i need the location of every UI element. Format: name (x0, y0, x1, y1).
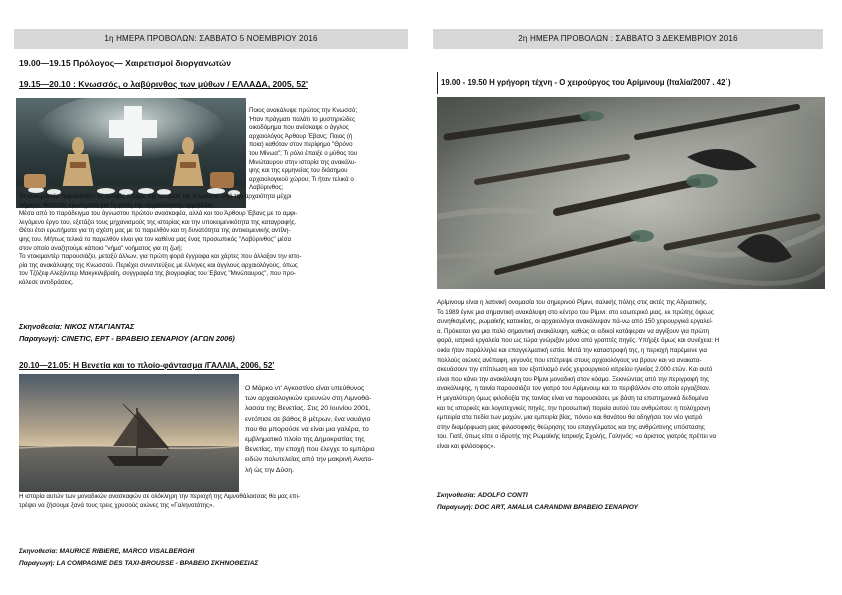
film2-director: Σκηνοθεσία: MAURICE RIBIERE, MARCO VISALBERGHI (19, 548, 195, 555)
film2-side-line: που θα μπορούσε να είναι μια γαλέρα, το (245, 425, 369, 433)
film3-director: Σκηνοθεσία: ADOLFO CONTI (437, 492, 528, 499)
film1-side-line: Μινώταυρου στην ιστορία της ανακάλυ- (249, 158, 357, 166)
film1-body-line: ψης του. Μήπως τελικά το παρελθόν είναι για τον καθένα μας ένας προσωπικός "Λαβύρινθος" μέσα (19, 235, 292, 243)
title-rule (437, 72, 438, 94)
ghost-ship-photo (19, 374, 239, 492)
film1-description (19, 193, 411, 288)
film1-side-line: Ποιος ανακάλυψε πρώτος την Κνωσσό; (249, 107, 358, 114)
film1-body-line: στον οποίο αναζητούμε κάποιο "νήμα" νοήματος για τη ζωή; (19, 244, 183, 252)
film1-side-line: ποια) καθόταν στον περίφημο "Θρόνο (249, 141, 353, 149)
film3-body-line: στην διαμόρφωση μιας φιλοσοφικής θεώρησης του επαγγέλματος και της ανθρώπινης υπόστασης (437, 423, 705, 431)
film2-side-text (245, 384, 411, 476)
surgical-tools-photo (437, 97, 825, 289)
film3-description (437, 298, 829, 452)
film2-side-line: Ο Μάρκο ντ' Αγκοστίνο είναι υπεύθυνος (245, 385, 365, 392)
film3-body-line: εμπειρία στα πεδία των μαχών, μια εμπειρία βίας, πόνου και θανάτου θα οδηγήσει τον νέο γιατρό (437, 414, 703, 422)
film1-side-line: του Μίνωα"; Τι ρόλο έπαιξε ο μύθος του (249, 149, 358, 157)
film3-body-line: Το 1989 έγινε μια σημαντική ανακάλυψη στο κέντρο του Ρίμινι: στο εσωτερικό μιας, εκ πρώτης όψεως (437, 308, 714, 316)
knossos-photo (16, 98, 246, 208)
film1-side-line: Ήταν πράγματι παλάτι το μυστηριώδες (249, 115, 356, 123)
film2-side-line: εμβληματικό πλοίο της Δημοκρατίας της (245, 436, 365, 444)
film3-body-line: είναι που κάνει την ανακάλυψη του Ρίμινι μοναδική στον κόσμο. Ξεκινώντας από την περιγραφή της (437, 375, 709, 383)
film3-body-line: α. Πρόκειται για μια πολύ σημαντική ανακάλυψη, καθώς οι ειδικοί κατάφεραν να αγγίξουν για πρώτη (437, 327, 710, 335)
film1-body-line: σήμερα, θέτοντας ερωτήματα για τη φύση της αρχαιολογικής ερμηνείας. (19, 201, 215, 209)
film1-side-line: ψης και της ερμηνείας του διάσημου (249, 167, 348, 175)
film2-body-line: τρέψει να ζήσουμε ξανά τους τρεις χρυσούς αιώνες της «Γαληνοτάτης». (19, 501, 215, 509)
film3-body-line: είναι και φιλόσοφος». (437, 442, 496, 450)
film1-side-line: οικοδόμημα που ανέσκαψε ο άγγλος (249, 124, 349, 132)
film1-body-line: τον Τζόζεφ Αλεξάντερ Μακγκιλιβραίη, συγγραφέα της βιογραφίας του Έβανς "Μινώταυρος", που προ- (19, 270, 296, 278)
film1-side-line: αρχαιολογικού χώρου; Τι ήταν τελικά ο (249, 175, 354, 183)
film3-title: 19.00 - 19.50 Η γρήγορη τέχνη - Ο χειρούργος του Αρίμινουμ (Ιταλία/2007 . 42΄) (441, 78, 731, 87)
film2-description (19, 493, 411, 510)
film2-side-line: λασσα της Βενετίας. Στις 20 Ιουνίου 2001, (245, 405, 371, 413)
film2-side-line: των αρχαιολογικών ερευνών στη Λιμνοθά- (245, 395, 372, 403)
film3-body-line: φορά, ιατρικά εργαλεία που ως τώρα γνώριζαν μόνο από γραπτές πηγές. Υπήρξε όμως και συνέχεια: Η (437, 337, 720, 345)
film1-body-line: Το ντοκιμαντέρ παρουσιάζει τις κρυφές πτυχές της ιστορίας της Κνωσσού από την αρχαιότητα μέχρι (19, 193, 292, 200)
film2-side-line: λή ώς την Δύση. (245, 466, 295, 474)
film3-body-line: του. Γιατί, όπως είπε ο ιδρυτής της Ρωμαϊκής Ιατρικής Σχολής, Γαληνός: «ο άριστος γιατρός πρέπει να (437, 433, 717, 441)
film2-side-line: ειδών πολυτελείας από την μακρινή Ανατο- (245, 456, 374, 464)
film1-side-text (249, 107, 407, 193)
film3-body-line: σκευάσουν την επίπλωση και τον εξοπλισμό ενός χειρουργικού ιατρείου ηλικίας 2.000 ετών. Και αυτό (437, 366, 713, 374)
film1-production: Παραγωγή: CINETIC, ΕΡΤ - ΒΡΑΒΕΙΟ ΣΕΝΑΡΙΟΥ (ΑΓΩΝ 2006) (19, 334, 235, 343)
film2-title: 20.10—21.05: Η Βενετία και το πλοίο-φάντασμα /ΓΑΛΛΙΑ, 2006, 52' (19, 361, 275, 370)
film2-side-line: Βενετίας, την εποχή που έλεγχε το εμπόριο (245, 446, 375, 454)
film1-body-line: Το ντοκιμαντέρ παρουσιάζει, μεταξύ άλλων, για πρώτη φορά έγγραφα και χάρτες που άλλαξαν την ιστο- (19, 253, 302, 261)
day1-header: 1η ΗΜΕΡΑ ΠΡΟΒΟΛΩΝ: ΣΑΒΒΑΤΟ 5 ΝΟΕΜΒΡΙΟΥ 2016 (14, 29, 408, 49)
film3-body-line: συνηθισμένης, ρωμαϊκής κατοικίας, οι αρχαιολόγοι ανακάλυψαν πά-νω από 150 χειρουργικά εργαλεί- (437, 318, 713, 326)
film1-body-line: λεγόμενο έργο του, εξετάζει τους μηχανισμούς της ιστορίας και την υποκειμενικότητα της καταγραφής. (19, 218, 297, 226)
film1-body-line: ρία της ανακάλυψης της Κνωσσού. Περιέχει συνεντεύξεις με έλληνες και άγγλους αρχαιολόγους, όπως (19, 261, 298, 269)
film2-side-line: εντόπισε σε βάθος 8 μέτρων, ένα ναυάγιο (245, 415, 371, 423)
prologue-line: 19.00—19.15 Πρόλογος— Χαιρετισμοί διοργανωτών (19, 58, 232, 68)
film1-body-line: Μέσα από το παράδειγμα του άγνωστου πρώτου ανασκαφέα, αλλά και του Άρθουρ Έβανς με το αμφι- (19, 210, 298, 218)
film3-body-line: Η μεγαλύτερη όμως φιλοδοξία της ταινίας είναι να παρουσιάσει, με βάση τα επιστημονικά δεδομένα (437, 394, 709, 402)
film3-body-line: και τις ιστορικές και λογοτεχνικές πηγές, την προσωπική πορεία αυτού του ανθρώπου: η πολύχρονη (437, 404, 710, 412)
film1-director: Σκηνοθεσία: ΝΙΚΟΣ ΝΤΑΓΙΑΝΤΑΣ (19, 322, 135, 331)
film3-body-line: οικία ήταν παράλληλα και επαγγελματική εστία. Μετά την καταστροφή της, η περιοχή παρέμεινε για (437, 346, 708, 354)
film2-body-line: Η ιστορία αυτών των μοναδικών ανασκαφών σε ολόκληρη την περιοχή της Λιμνοθάλασσας θα μας επι- (19, 493, 300, 500)
film1-title: 19.15—20.10 : Κνωσσός, ο λαβύρινθος των μύθων / ΕΛΛΑΔΑ, 2005, 52' (19, 79, 308, 89)
film3-body-line: Αρίμινουμ είναι η λατινική ονομασία του σημερινού Ρίμινι, ιταλικής πόλης στις ακτές της Αδριατικής. (437, 299, 708, 306)
film3-body-line: ανακάλυψης, η ταινία παρουσιάζει τον γιατρό του Αρίμινουμ και το περιβάλλον στο οποίο εργαζόταν. (437, 385, 711, 393)
film1-body-line: κάλεσε αντιδράσεις. (19, 278, 74, 286)
film3-production: Παραγωγή: DOC ART, AMALIA CARANDINI ΒΡΑΒΕΙΟ ΣΕΝΑΡΙΟΥ (437, 504, 639, 511)
film2-production: Παραγωγή: LA COMPAGNIE DES TAXI-BROUSSE - ΒΡΑΒΕΙΟ ΣΚΗΝΟΘΕΣΙΑΣ (19, 560, 259, 567)
day2-header: 2η ΗΜΕΡΑ ΠΡΟΒΟΛΩΝ : ΣΑΒΒΑΤΟ 3 ΔΕΚΕΜΒΡΙΟΥ 2016 (433, 29, 823, 49)
film1-body-line: Θέτει έτσι ερωτήματα για τη σχέση μας με το παρελθόν και τη δυνατότητα της αντικειμενικής αντίλη- (19, 227, 291, 235)
film1-side-line: αρχαιολόγος Άρθουρ Έβανς; Ποιος (ή (249, 132, 353, 140)
film1-side-line: Λαβύρινθος; (249, 184, 284, 192)
film3-body-line: πολλούς αιώνες ανέπαφη, γεγονός που επέτρεψε στους αρχαιολόγους να βρουν και να ανακατα- (437, 356, 702, 364)
